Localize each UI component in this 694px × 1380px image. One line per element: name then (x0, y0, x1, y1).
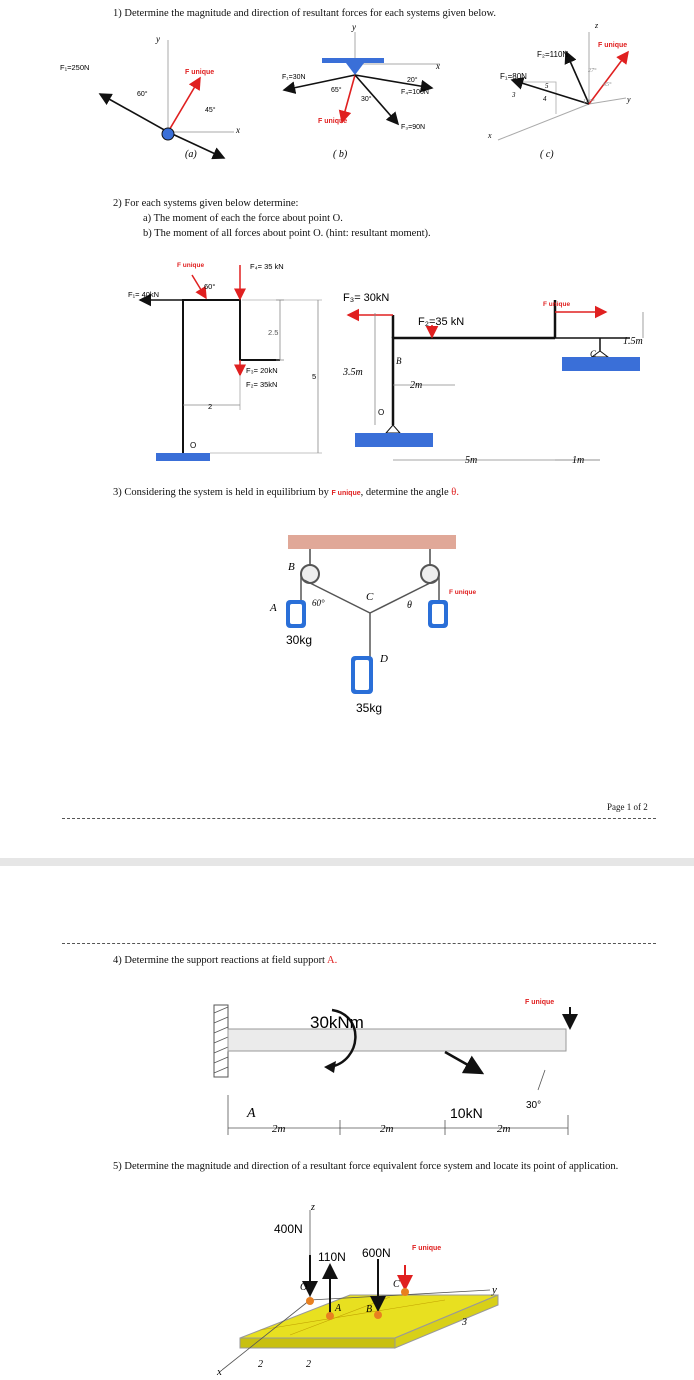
q2-diagrams (0, 255, 694, 470)
q3-funique: F unique (449, 589, 477, 596)
q2l-o: O (190, 441, 197, 450)
q3-m35: 35kg (356, 701, 383, 715)
q5-b: B (366, 1304, 373, 1315)
q2l-funique: F unique (177, 262, 205, 269)
q1c-f1: F₁=80N (500, 72, 527, 81)
q2r-funique: F unique (543, 301, 571, 308)
page-separator (0, 858, 694, 866)
q1a-x: x (236, 125, 240, 135)
q2r-b: B (396, 356, 402, 366)
q4-d3: 2m (497, 1123, 511, 1135)
q1c-n5: 5 (545, 82, 549, 90)
q3-b: B (288, 561, 295, 573)
q1-diagrams (0, 22, 694, 167)
q4-funique: F unique (525, 999, 555, 1006)
q5-f400: 400N (274, 1222, 303, 1236)
q2l-d5: 5 (312, 372, 317, 381)
q1a-diagram (60, 34, 240, 158)
q2r-o: O (378, 408, 385, 417)
page-break-line-top (62, 818, 656, 819)
q1c-label: ( c) (540, 149, 554, 160)
q1c-funique: F unique (598, 42, 628, 49)
q2r-d1m: 1m (572, 455, 585, 466)
q1c-z: z (595, 22, 599, 30)
q1-title: 1) Determine the magnitude and direction of resultant forces for each systems given below. (113, 8, 497, 19)
q1b-funique: F unique (318, 118, 348, 125)
q1b-ang65: 65° (331, 87, 342, 94)
q1a-ang45: 45° (205, 107, 216, 114)
q3-title: 3) Considering the system is held in equilibrium by F unique, determine the angle θ. (113, 487, 459, 498)
q3-ang60: 60° (312, 598, 325, 608)
q4-title: 4) Determine the support reactions at field support A. (113, 955, 338, 966)
q5-a: A (335, 1303, 342, 1314)
q1b-x: x (436, 61, 440, 71)
q1c-a65: 65° (603, 82, 612, 88)
q2r-d15: 1.5m (623, 336, 643, 347)
q3-diagram (250, 530, 480, 720)
q5-title-line1: 5) Determine the magnitude and direction of a resultant force equivalent force system and locate its point of application. (113, 1161, 619, 1172)
q5-z: z (311, 1202, 315, 1213)
q2r-d2m: 2m (410, 380, 423, 391)
q5-funique: F unique (412, 1245, 442, 1252)
q3-a: A (270, 602, 277, 614)
q5-o: O (300, 1282, 308, 1293)
q2r-c: C (590, 349, 597, 359)
q1c-x: x (488, 131, 492, 140)
q5-n2b: 2 (306, 1359, 311, 1370)
q5-c: C (393, 1279, 400, 1290)
q2-part-a: a) The moment of each the force about point O. (143, 213, 343, 224)
page-break-line-bottom (62, 943, 656, 944)
q3-m30: 30kg (286, 633, 313, 647)
q2l-ang60: 60° (204, 282, 216, 291)
q2l-f4: F₄= 35 kN (250, 262, 284, 271)
q2l-f2: F₂= 35kN (246, 380, 278, 389)
q5-f110: 110N (318, 1250, 346, 1264)
q1b-y: y (352, 22, 356, 32)
q1b-ang30: 30° (361, 96, 372, 103)
q5-n3: 3 (462, 1317, 467, 1328)
q4-f10: 10kN (450, 1105, 483, 1121)
q1c-n3: 3 (512, 91, 516, 99)
q2r-d35: 3.5m (343, 367, 363, 378)
q1a-f1: F₁=250N (60, 63, 90, 72)
q1b-f4: F₄=100N (401, 89, 429, 96)
q5-diagram (200, 1195, 520, 1380)
q2-part-b: b) The moment of all forces about point O. (hint: resultant moment). (143, 228, 431, 239)
q3-c: C (366, 591, 374, 603)
q2-right-frame (342, 292, 643, 466)
page-number: Page 1 of 2 (607, 802, 648, 812)
q4-ang30: 30° (526, 1100, 542, 1111)
q5-y: y (492, 1284, 497, 1296)
q1b-f1: F₁=30N (282, 74, 306, 81)
q1a-ang60: 60° (137, 91, 148, 98)
q1c-a27: 27° (588, 68, 597, 74)
q2r-d5m: 5m (465, 455, 478, 466)
q2l-f3: F₃= 20kN (246, 366, 278, 375)
q1c-n4: 4 (543, 95, 547, 103)
q3-d: D (380, 653, 388, 665)
q1c-a100: 100° (583, 99, 595, 105)
q1b-ang20: 20° (407, 77, 418, 84)
q2r-f2: F₂=35 kN (418, 316, 465, 328)
q1c-diagram (487, 22, 631, 140)
q5-n2a: 2 (258, 1359, 263, 1370)
q2l-d25: 2.5 (268, 328, 279, 337)
q2r-f3: F₃= 30kN (343, 292, 390, 304)
q4-d2: 2m (380, 1123, 394, 1135)
q2l-f1: F₁= 40kN (128, 290, 160, 299)
q1c-y: y (627, 95, 631, 104)
q1a-funique: F unique (185, 69, 215, 76)
q4-a: A (247, 1106, 256, 1121)
q1a-label: (a) (185, 149, 197, 160)
q5-f600: 600N (362, 1246, 391, 1260)
q1c-f2: F₂=110N (537, 50, 569, 59)
q1a-y: y (156, 34, 160, 44)
q4-d1: 2m (272, 1123, 286, 1135)
q2l-d2: 2 (208, 402, 213, 411)
q5-x: x (217, 1366, 222, 1378)
q2-title: 2) For each systems given below determine: (113, 198, 299, 209)
q2-left-frame (128, 262, 322, 461)
q4-diagram (200, 995, 600, 1140)
q1b-f3: F₃=90N (401, 124, 426, 131)
q4-moment: 30kNm (310, 1013, 364, 1032)
q1b-label: ( b) (333, 149, 348, 160)
q3-theta: θ (407, 600, 412, 611)
q1b-diagram (282, 22, 440, 131)
